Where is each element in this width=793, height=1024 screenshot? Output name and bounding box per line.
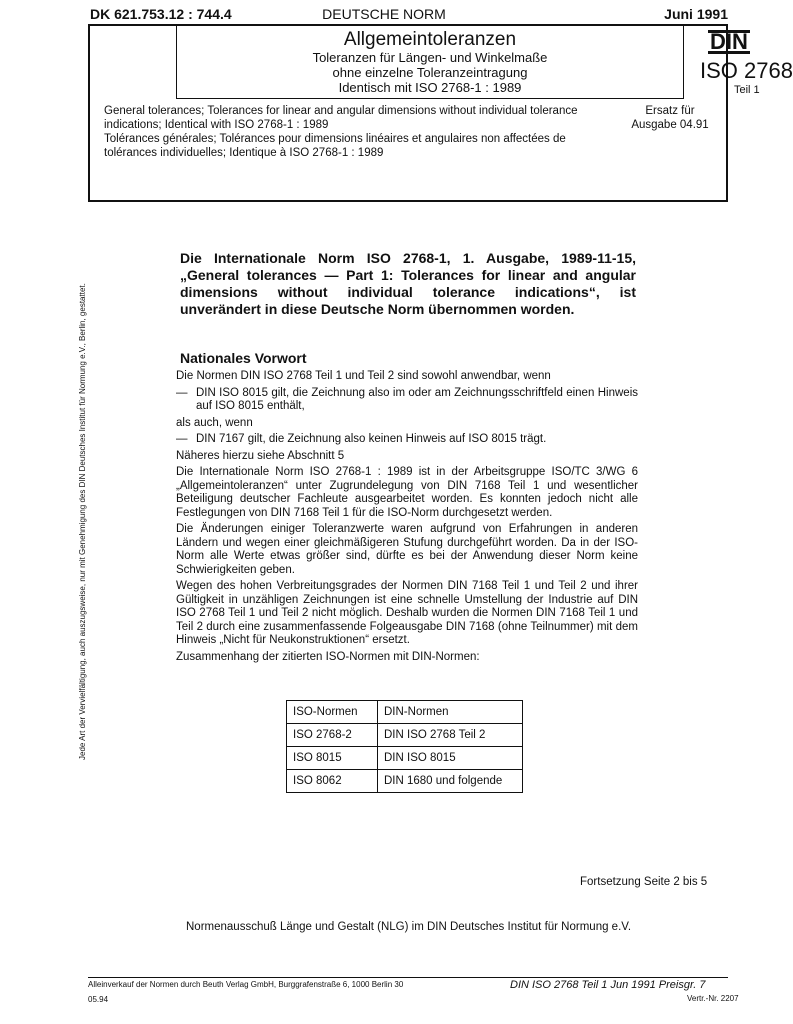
footer-date-code: 05.94 xyxy=(88,995,109,1004)
paragraph: Die Internationale Norm ISO 2768-1 : 1989 ist in der Arbeitsgruppe ISO/TC 3/WG 6 „Allgemeintoleranzen“ unter Zugrundelegung von DIN 7168 Teil 1 und wesentlicher Beteiligung deutscher Fachleute ausgearbeitet worden. Es konnten jedoch nicht alle Festlegungen von DIN 7168 Teil 1 für die ISO-Norm durchgesetzt werden. xyxy=(176,466,638,519)
foreword-heading: Nationales Vorwort xyxy=(180,350,307,366)
title-line-3: Identisch mit ISO 2768-1 : 1989 xyxy=(338,80,522,95)
paragraph: Die Normen DIN ISO 2768 Teil 1 und Teil 2 sind sowohl anwendbar, wenn xyxy=(176,370,551,382)
title-cell xyxy=(176,26,684,99)
footer-distribution: Alleinverkauf der Normen durch Beuth Verlag GmbH, Burggrafenstraße 6, 1000 Berlin 30 xyxy=(88,980,404,989)
foreword-body xyxy=(176,370,638,667)
dash-item xyxy=(176,433,638,447)
dash-item-text: DIN 7167 gilt, die Zeichnung also keinen Hinweis auf ISO 8015 trägt. xyxy=(196,433,547,445)
document-type: DEUTSCHE NORM xyxy=(322,6,446,22)
ersatz-label: Ersatz für xyxy=(645,105,695,117)
footer-vertrieb-number: Vertr.-Nr. 2207 xyxy=(687,994,739,1003)
french-title: Tolérances générales; Tolérances pour dimensions linéaires et angulaires non affectées de tolérances individuelles; Identique à ISO 2768-1 : 1989 xyxy=(104,133,566,159)
paragraph: Die Änderungen einiger Toleranzwerte waren aufgrund von Erfahrungen in anderen Ländern und wegen einer gleichmäßigeren Stufung durchgeführt worden. Da in der ISO-Norm alle Werte etwas größer sind, dürfte es bei der Anwendung dieser Norm keine Schwierigkeiten geben. xyxy=(176,523,638,576)
table-cell: DIN ISO 2768 Teil 2 xyxy=(378,724,523,747)
issue-date: Juni 1991 xyxy=(664,6,728,22)
dk-classification: DK 621.753.12 : 744.4 xyxy=(90,6,232,22)
lead-statement: Die Internationale Norm ISO 2768-1, 1. Ausgabe, 1989-11-15, „General tolerances — Part 1: Tolerances for linear and angular dimensions without individual tolerance indications“, ist unverändert in diese Deutsche Norm übernommen worden. xyxy=(180,250,636,317)
footer-reference: DIN ISO 2768 Teil 1 Jun 1991 Preisgr. 7 xyxy=(510,979,706,991)
table-cell: DIN 1680 und folgende xyxy=(378,770,523,793)
replacement-note xyxy=(620,104,720,132)
paragraph: Näheres hierzu siehe Abschnitt 5 xyxy=(176,449,345,462)
table-header: DIN-Normen xyxy=(378,701,523,724)
committee-line: Normenausschuß Länge und Gestalt (NLG) im DIN Deutsches Institut für Normung e.V. xyxy=(186,921,632,933)
standard-number: ISO 2768 xyxy=(700,58,793,83)
paragraph: Zusammenhang der zitierten ISO-Normen mit DIN-Normen: xyxy=(176,650,480,663)
document-title: Allgemeintoleranzen xyxy=(343,29,517,50)
din-designation xyxy=(686,26,793,99)
ersatz-edition: Ausgabe 04.91 xyxy=(631,119,709,131)
footer-divider xyxy=(88,977,728,978)
table-cell: ISO 2768-2 xyxy=(287,724,378,747)
table-row xyxy=(287,724,523,747)
dash-item-text: DIN ISO 8015 gilt, die Zeichnung also im oder am Zeichnungsschriftfeld einen Hinweis auf ISO 8015 enthält, xyxy=(196,386,638,412)
table-cell: ISO 8015 xyxy=(287,747,378,770)
side-note-text: Jede Art der Vervielfältigung, auch auszugsweise, nur mit Genehmigung des DIN Deutsches Institut für Normung e.V., Berlin, gestattet. xyxy=(78,283,87,760)
copyright-side-note xyxy=(66,240,87,760)
table-header-row xyxy=(287,701,523,724)
standard-part: Teil 1 xyxy=(734,84,760,96)
paragraph: Wegen des hohen Verbreitungsgrades der Normen DIN 7168 Teil 1 und Teil 2 und ihrer Gültigkeit in unzähligen Zeichnungen ist eine schnelle Umstellung der Industrie auf DIN ISO 2768 Teil 1 und Teil 2 nicht möglich. Deshalb wurden die Normen DIN 7168 Teil 1 und Teil 2 durch eine zusammenfassende Folgeausgabe DIN 7168 (ohne Teilnummer) mit dem Hinweis „Nicht für Neukonstruktionen“ ersetzt. xyxy=(176,580,638,646)
international-titles xyxy=(104,104,594,160)
title-line-1: Toleranzen für Längen- und Winkelmaße xyxy=(312,50,548,65)
title-block xyxy=(88,24,793,202)
dash-mark: — xyxy=(176,433,188,445)
table-header: ISO-Normen xyxy=(287,701,378,724)
dash-mark: — xyxy=(176,386,188,399)
din-logo: DIN xyxy=(710,29,748,54)
dash-item xyxy=(176,387,638,414)
norm-mapping-table xyxy=(286,700,523,793)
table-cell: ISO 8062 xyxy=(287,770,378,793)
paragraph: als auch, wenn xyxy=(176,416,253,429)
table-cell: DIN ISO 8015 xyxy=(378,747,523,770)
title-line-2: ohne einzelne Toleranzeintragung xyxy=(332,65,528,80)
english-title: General tolerances; Tolerances for linear and angular dimensions without individual tolerance indications; Identical with ISO 2768-1 : 1989 xyxy=(104,105,578,131)
table-row xyxy=(287,770,523,793)
table-row xyxy=(287,747,523,770)
continuation-note: Fortsetzung Seite 2 bis 5 xyxy=(580,876,708,888)
